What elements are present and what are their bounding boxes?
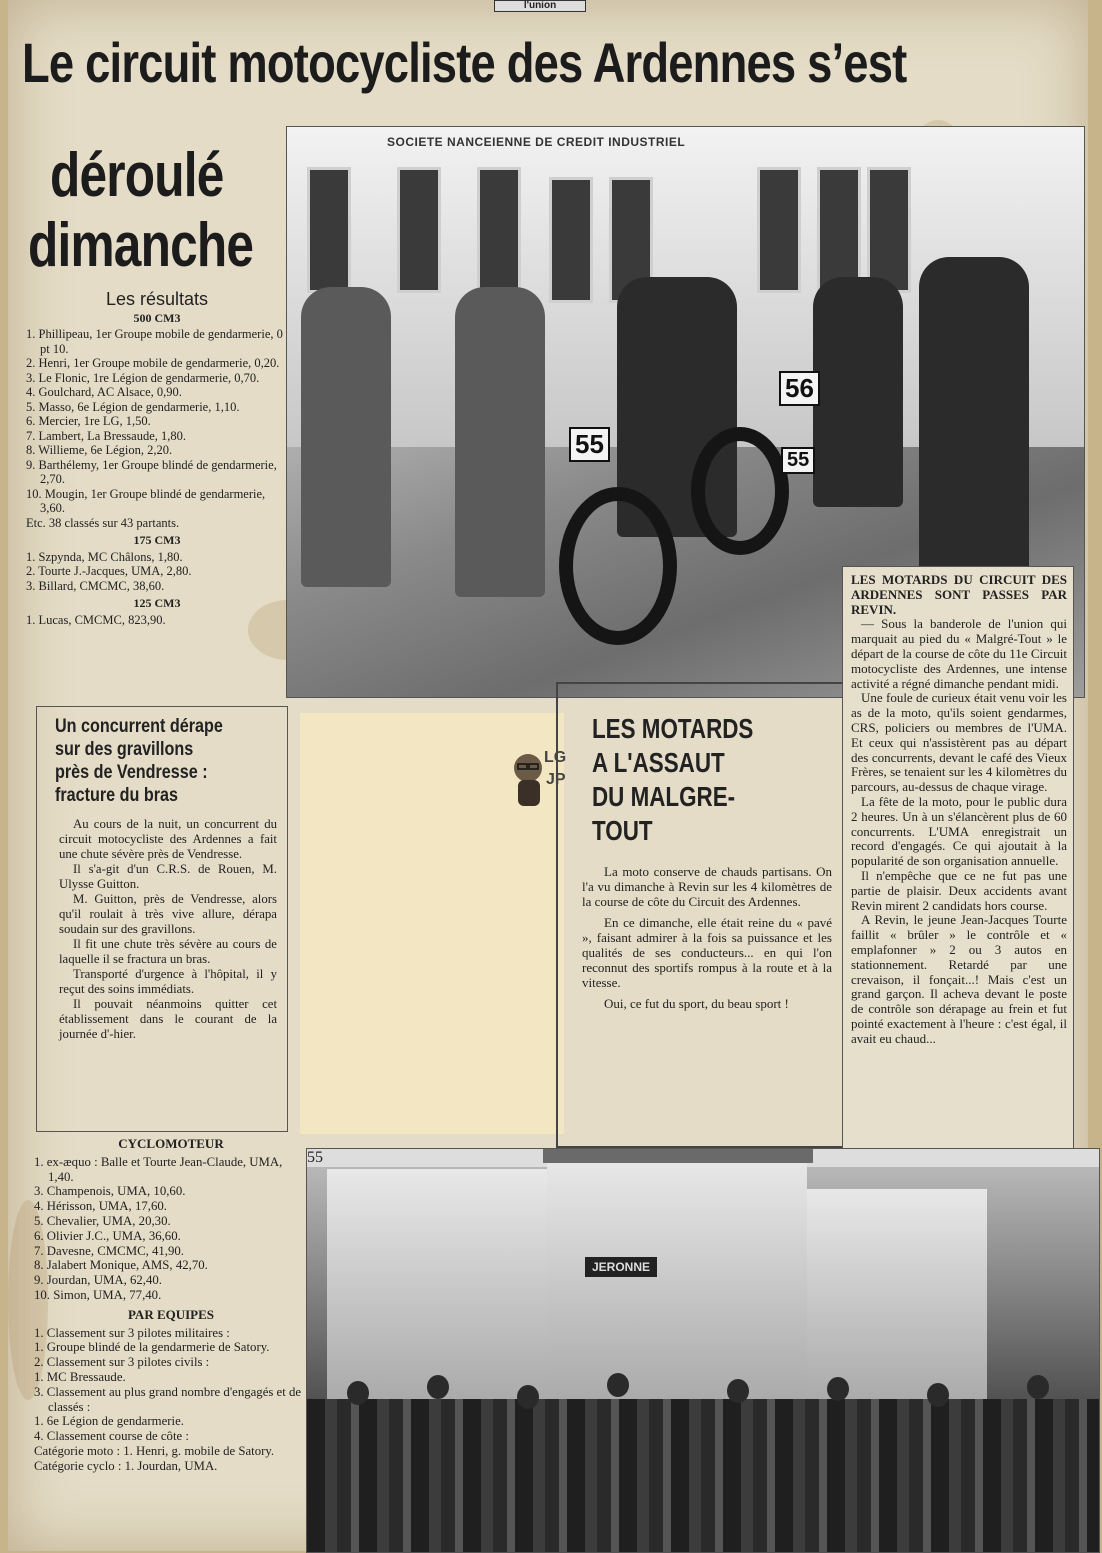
result-row: 6. Olivier J.C., UMA, 36,60. bbox=[34, 1228, 181, 1243]
paragraph: La fête de la moto, pour le public dura 2 heures. Un à un s'élancèrent plus de 60 concurrents. L'UMA enregistrait un record d'engagés. Ce qui ajoutait à la popularité de son organisation annuelle. bbox=[851, 793, 1067, 869]
race-number: 55 bbox=[307, 1149, 1099, 1167]
spectator bbox=[517, 1385, 539, 1409]
spectator bbox=[427, 1375, 449, 1399]
window bbox=[817, 167, 861, 293]
result-row: 3. Le Flonic, 1re Légion de gendarmerie, 0,70. bbox=[26, 370, 260, 385]
headline-line: fracture du bras bbox=[55, 785, 178, 806]
man-in-coat bbox=[301, 287, 391, 587]
team-row: 1. Classement sur 3 pilotes militaires : bbox=[34, 1325, 230, 1340]
headline-line-3: dimanche bbox=[28, 211, 254, 280]
category-500: 500 CM3 bbox=[133, 310, 181, 325]
result-row: 1. ex-æquo : Balle et Tourte Jean-Claude, UMA, 1,40. bbox=[34, 1154, 283, 1184]
shop-sign: JERONNE bbox=[585, 1257, 657, 1277]
category-175: 175 CM3 bbox=[133, 533, 181, 547]
article-revin-body bbox=[851, 573, 1067, 1047]
article-accident bbox=[36, 706, 288, 1132]
building bbox=[547, 1159, 807, 1409]
result-row: 1. Szpynda, MC Châlons, 1,80. bbox=[26, 549, 183, 564]
window bbox=[867, 167, 911, 293]
window bbox=[757, 167, 801, 293]
paragraph: Il fit une chute très sévère au cours de laquelle il se fractura un bras. bbox=[59, 937, 277, 966]
headline-line-2: déroulé bbox=[50, 141, 224, 210]
headline-line: A L'ASSAUT bbox=[592, 747, 725, 778]
official bbox=[919, 257, 1029, 587]
result-row: 10. Mougin, 1er Groupe blindé de gendarmerie, 3,60. bbox=[26, 486, 266, 515]
result-row: 7. Davesne, CMCMC, 41,90. bbox=[34, 1243, 185, 1258]
race-number: 56 bbox=[779, 371, 820, 406]
result-row: 9. Barthélemy, 1er Groupe blindé de gendarmerie, 2,70. bbox=[26, 457, 277, 486]
roof bbox=[543, 1149, 813, 1163]
headline-line: près de Vendresse : bbox=[55, 762, 208, 783]
cyclomoteur-title: CYCLOMOTEUR bbox=[118, 1136, 224, 1151]
masthead: l'union bbox=[494, 0, 586, 12]
equipes-title: PAR EQUIPES bbox=[127, 1306, 215, 1322]
headline-line: sur des gravillons bbox=[55, 739, 194, 760]
spectator bbox=[827, 1377, 849, 1401]
photo-crowd-revin bbox=[306, 1148, 1100, 1553]
paragraph: La moto conserve de chauds partisans. On l'a vu dimanche à Revin sur les 4 kilomètres de la course de côte du Circuit des Ardennes. bbox=[582, 864, 832, 909]
article-revin bbox=[842, 566, 1074, 1202]
article-revin-lead: LES MOTARDS DU CIRCUIT DES ARDENNES SONT PASSES PAR REVIN. bbox=[851, 572, 1067, 617]
paragraph: Transporté d'urgence à l'hôpital, il y reçut des soins immédiats. bbox=[59, 967, 277, 996]
paragraph: Oui, ce fut du sport, du beau sport ! bbox=[604, 996, 789, 1011]
result-row: 3. Billard, CMCMC, 38,60. bbox=[26, 578, 165, 593]
result-row: 1. Phillipeau, 1er Groupe mobile de gendarmerie, 0 pt 10. bbox=[26, 327, 283, 356]
result-row: 4. Hérisson, UMA, 17,60. bbox=[34, 1199, 167, 1214]
result-row: 3. Champenois, UMA, 10,60. bbox=[34, 1184, 186, 1199]
result-row: 6. Mercier, 1re LG, 1,50. bbox=[26, 414, 151, 428]
team-row: Catégorie moto : 1. Henri, g. mobile de Satory. bbox=[34, 1443, 275, 1458]
spectator bbox=[347, 1381, 369, 1405]
result-row: 2. Tourte J.-Jacques, UMA, 2,80. bbox=[26, 564, 192, 578]
result-row: 1. Lucas, CMCMC, 823,90. bbox=[26, 612, 166, 627]
team-row: 1. Groupe blindé de la gendarmerie de Satory. bbox=[34, 1340, 270, 1355]
spectator bbox=[727, 1379, 749, 1403]
crowd bbox=[307, 1399, 1099, 1553]
spectator bbox=[607, 1373, 629, 1397]
result-row: 4. Goulchard, AC Alsace, 0,90. bbox=[26, 385, 182, 399]
team-row: 1. MC Bressaude. bbox=[34, 1369, 126, 1384]
headline-line-1: Le circuit motocycliste des Ardennes s’est bbox=[22, 31, 907, 94]
paragraph: Il n'empêche que ce ne fut pas une partie de plaisir. Deux accidents avant Revin mirent 2 candidats hors course. bbox=[851, 867, 1067, 913]
paragraph: Une foule de curieux était venu voir les as de la moto, qu'ils soient gendarmes, CRS, policiers ou membres de l'UMA. Et ceux qui n'assistèrent pas au départ des concurrents, devant le café des Vieux Frères, se tenaient sur les 4 kilomètres du parcours, au-dessus de chaque virage. bbox=[851, 690, 1067, 795]
paragraph: Il s'a-git d'un C.R.S. de Rouen, M. Ulysse Guitton. bbox=[59, 862, 277, 891]
paragraph: — Sous la banderole de l'union qui marquait au pied du « Malgré-Tout » le départ de la course de côte du 11e Circuit motocycliste des Ardennes, une intense activité a régné dimanche pendant midi. bbox=[851, 616, 1067, 691]
article-motards-headline bbox=[592, 712, 794, 848]
race-number: 55 bbox=[781, 447, 815, 474]
team-row: 4. Classement course de côte : bbox=[34, 1429, 189, 1444]
team-row: Catégorie cyclo : 1. Jourdan, UMA. bbox=[34, 1458, 218, 1473]
window bbox=[397, 167, 441, 293]
result-row: Etc. 38 classés sur 43 partants. bbox=[26, 515, 180, 530]
team-row: 1. 6e Légion de gendarmerie. bbox=[34, 1414, 184, 1429]
result-row: 10. Simon, UMA, 77,40. bbox=[34, 1287, 162, 1302]
window bbox=[549, 177, 593, 303]
spectator bbox=[927, 1383, 949, 1407]
results-column bbox=[26, 289, 288, 627]
rider bbox=[813, 277, 903, 507]
spectator bbox=[1027, 1375, 1049, 1399]
man-in-jacket bbox=[455, 287, 545, 597]
race-number: 55 bbox=[569, 427, 610, 462]
article-accident-headline bbox=[55, 715, 252, 807]
headline-line: Un concurrent dérape bbox=[55, 716, 223, 737]
window bbox=[307, 167, 351, 293]
building-sign: SOCIETE NANCEIENNE DE CREDIT INDUSTRIEL bbox=[387, 135, 686, 149]
result-row: 8. Willieme, 6e Légion, 2,20. bbox=[26, 443, 173, 457]
paragraph: A Revin, le jeune Jean-Jacques Tourte faillit « brûler » le contrôle et « emplafonner » 2 ou 3 autos en stationnement. Retardé par une crevaison, il fonçait...! Mais c'est un grand garçon. Il acheva devant le poste de contrôle son dérapage au frein et fut pointé exactement à l'heure : c'est égal, il avait eu chaud... bbox=[851, 912, 1067, 1046]
team-row: 3. Classement au plus grand nombre d'engagés et de classés : bbox=[34, 1384, 302, 1414]
cyclomoteur-results bbox=[34, 1132, 308, 1474]
result-row: 2. Henri, 1er Groupe mobile de gendarmerie, 0,20. bbox=[26, 356, 280, 370]
result-row: 5. Chevalier, UMA, 20,30. bbox=[34, 1213, 171, 1228]
paragraph: M. Guitton, près de Vendresse, alors qu'il roulait à très vive allure, dérapa soudain sur des gravillons. bbox=[59, 892, 277, 936]
paragraph: Au cours de la nuit, un concurrent du circuit motocycliste des Ardennes a fait une chute sévère près de Vendresse. bbox=[59, 817, 277, 861]
team-row: 2. Classement sur 3 pilotes civils : bbox=[34, 1355, 210, 1370]
result-row: 7. Lambert, La Bressaude, 1,80. bbox=[26, 428, 187, 443]
svg-text:LG: LG bbox=[544, 749, 567, 766]
headline-line: TOUT bbox=[592, 815, 653, 846]
motorcycle-wheel bbox=[559, 487, 677, 645]
building bbox=[807, 1189, 987, 1409]
result-row: 9. Jourdan, UMA, 62,40. bbox=[34, 1273, 162, 1288]
article-motards-body bbox=[582, 864, 832, 1011]
motorcycle-wheel bbox=[691, 427, 789, 555]
paragraph: En ce dimanche, elle était reine du « pavé », faisant admirer à la fois sa puissance et les qualités de ses conducteurs... en qui l'on reconnut des sportifs rompus à la route et à la vitesse. bbox=[582, 915, 832, 990]
results-title: Les résultats bbox=[105, 289, 209, 309]
headline-line: DU MALGRE- bbox=[592, 781, 736, 812]
building bbox=[327, 1169, 547, 1409]
category-125: 125 CM3 bbox=[133, 596, 181, 610]
window bbox=[477, 167, 521, 293]
headline-line: LES MOTARDS bbox=[592, 713, 754, 744]
svg-text:JP: JP bbox=[546, 771, 566, 788]
result-row: 5. Masso, 6e Légion de gendarmerie, 1,10. bbox=[26, 399, 240, 414]
result-row: 8. Jalabert Monique, AMS, 42,70. bbox=[34, 1258, 208, 1273]
paragraph: Il pouvait néanmoins quitter cet établissement dans le courant de la journée d'-hier. bbox=[59, 997, 277, 1041]
article-motards bbox=[556, 682, 846, 1148]
article-accident-body bbox=[59, 817, 277, 1042]
